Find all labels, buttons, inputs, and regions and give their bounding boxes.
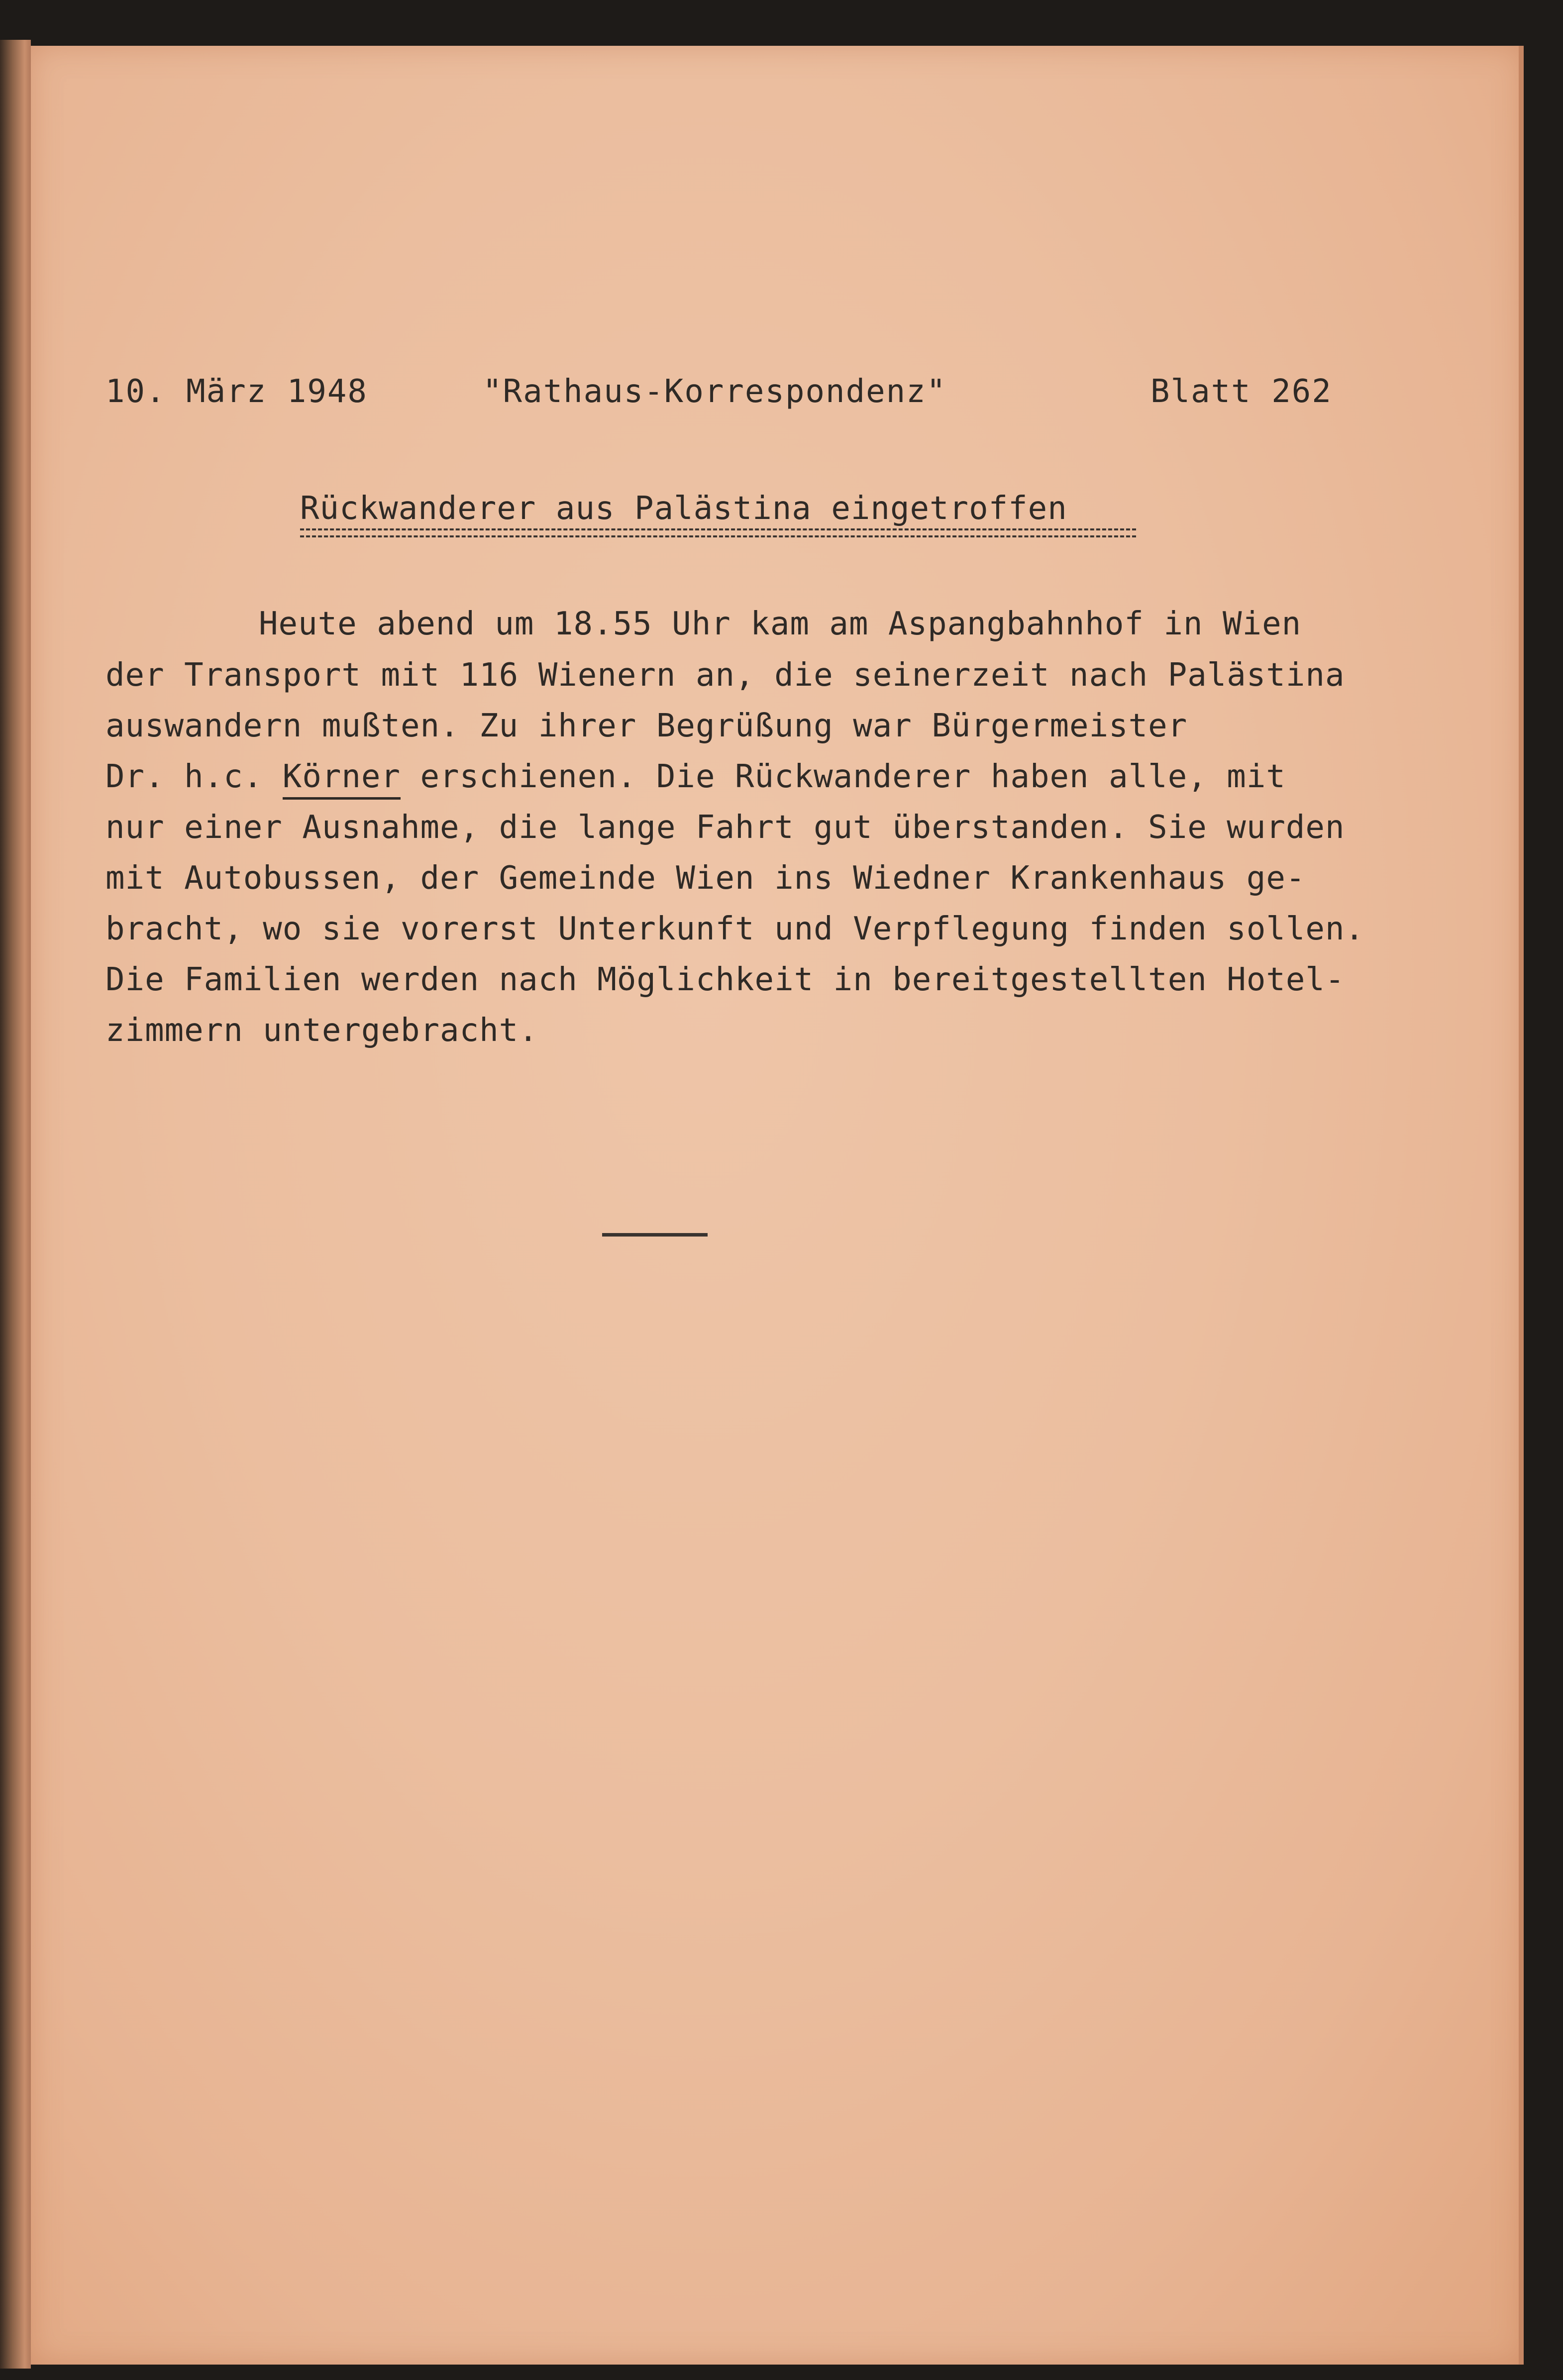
body-line-4 bbox=[105, 758, 1286, 795]
body-line-2: der Transport mit 116 Wienern an, die seinerzeit nach Palästina bbox=[105, 657, 1345, 694]
document-page bbox=[31, 46, 1524, 2365]
body-line-1: Heute abend um 18.55 Uhr kam am Aspangbahnhof in Wien bbox=[259, 606, 1302, 642]
underlined-name: Körner bbox=[283, 758, 401, 800]
body-line-4-rest: erschienen. Die Rückwanderer haben alle, mit bbox=[420, 758, 1286, 795]
honorific-prefix: Dr. h.c. bbox=[105, 758, 263, 795]
body-line-8: Die Familien werden nach Möglichkeit in bereitgestellten Hotel- bbox=[105, 961, 1345, 998]
body-line-7: bracht, wo sie vorerst Unterkunft und Verpflegung finden sollen. bbox=[105, 911, 1364, 947]
sheet-number: Blatt 262 bbox=[1150, 373, 1332, 410]
body-line-9: zimmern untergebracht. bbox=[105, 1012, 538, 1049]
body-line-5: nur einer Ausnahme, die lange Fahrt gut überstanden. Sie wurden bbox=[105, 809, 1345, 846]
publication-name: "Rathaus-Korrespondenz" bbox=[483, 373, 947, 410]
body-line-6: mit Autobussen, der Gemeinde Wien ins Wiedner Krankenhaus ge- bbox=[105, 860, 1306, 897]
body-line-3: auswandern mußten. Zu ihrer Begrüßung war Bürgermeister bbox=[105, 708, 1188, 744]
title-double-underline bbox=[300, 528, 1136, 537]
article-title: Rückwanderer aus Palästina eingetroffen bbox=[300, 490, 1067, 527]
document-date: 10. März 1948 bbox=[105, 373, 368, 410]
page-edge bbox=[1519, 46, 1524, 2365]
previous-page-edge bbox=[0, 40, 31, 2369]
end-of-article-rule bbox=[602, 1233, 708, 1237]
